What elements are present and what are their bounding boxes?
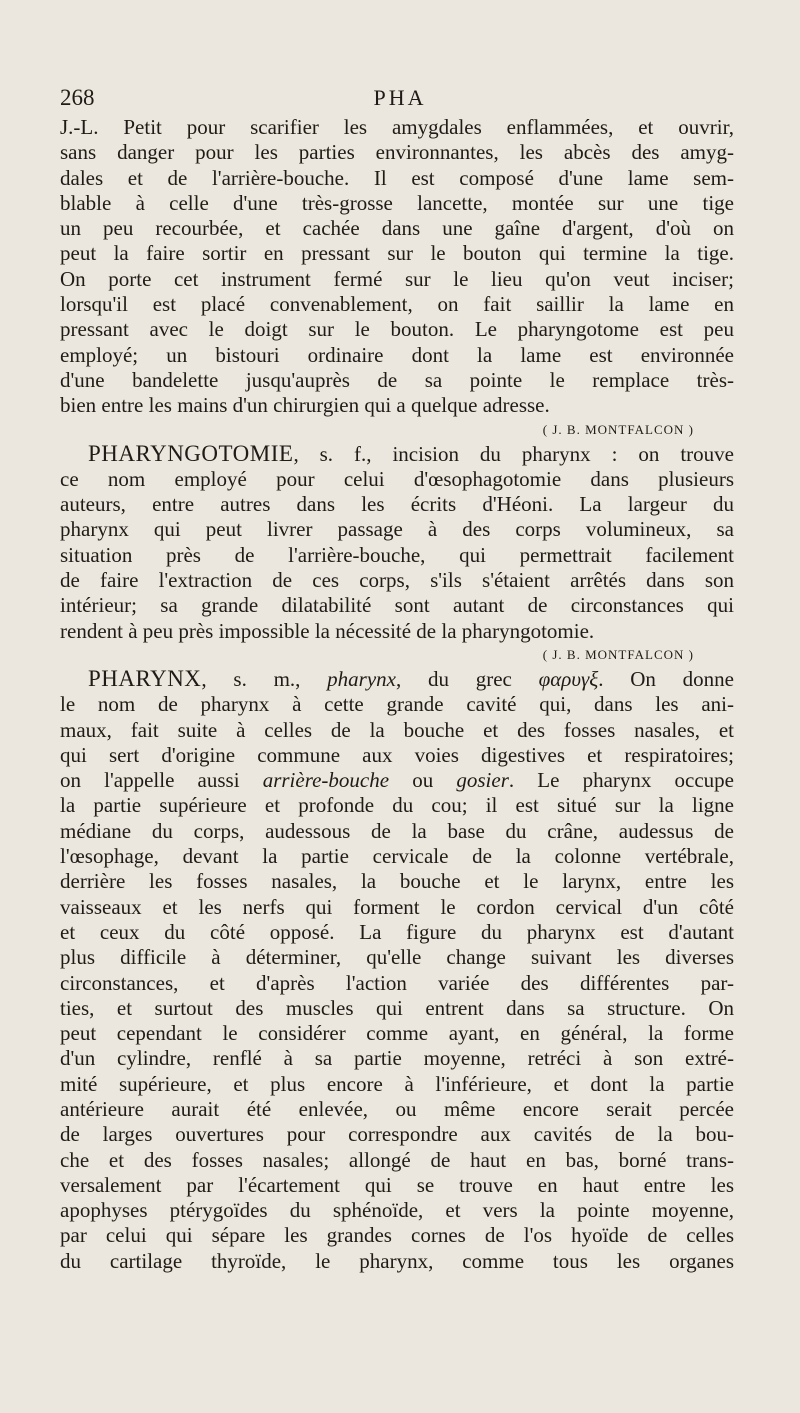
inline-text: . Le pharynx occupe bbox=[508, 768, 734, 793]
inline-text: on l'appelle aussi bbox=[60, 768, 263, 793]
text-line: l'œsophage, devant la partie cervicale de la colonne vertébrale, bbox=[60, 844, 734, 869]
text-line: d'un cylindre, renflé à sa partie moyenne, retréci à son extré- bbox=[60, 1046, 734, 1071]
text-line: de faire l'extraction de ces corps, s'ils s'étaient arrêtés dans son bbox=[60, 568, 734, 593]
page-number: 268 bbox=[60, 85, 95, 110]
text-line: rendent à peu près impossible la nécessité de la pharyngotomie. bbox=[60, 618, 595, 643]
text-line: che et des fosses nasales; allongé de haut en bas, borné trans- bbox=[60, 1147, 734, 1172]
text-line: antérieure aurait été enlevée, ou même encore serait percée bbox=[60, 1096, 734, 1121]
text-line: d'une bandelette jusqu'auprès de sa pointe le remplace très- bbox=[60, 367, 734, 392]
entry-headword: PHARYNGOTOMIE bbox=[88, 440, 294, 466]
italic-term: arrière-bouche bbox=[262, 768, 390, 793]
text-line: bien entre les mains d'un chirurgien qui a quelque adresse. bbox=[60, 393, 550, 418]
italic-term: gosier bbox=[456, 768, 509, 793]
text-line: versalement par l'écartement qui se trouve en haut entre les bbox=[60, 1172, 734, 1197]
text-line: On porte cet instrument fermé sur le lieu qu'on veut inciser; bbox=[60, 266, 734, 291]
text-line: médiane du corps, audessous de la base du crâne, audessus de bbox=[60, 818, 734, 843]
entry-first-line-text: , s. f., incision du pharynx : on trouve bbox=[293, 441, 734, 466]
text-line: blable à celle d'une très-grosse lancette, montée sur une tige bbox=[60, 190, 734, 215]
text-line: ties, et surtout des muscles qui entrent dans sa structure. On bbox=[60, 995, 734, 1020]
entry-pharyngotomie bbox=[60, 441, 734, 666]
author-signature: ( J. B. MONTFALCON ) bbox=[542, 421, 694, 437]
entry-continuation bbox=[60, 115, 734, 441]
text-line: ce nom employé pour celui d'œsophagotomie dans plusieurs bbox=[60, 466, 734, 491]
inline-text: . On donne bbox=[598, 666, 734, 691]
text-line: circonstances, et d'après l'action variée des différentes par- bbox=[60, 970, 734, 995]
text-line: derrière les fosses nasales, la bouche et le larynx, entre les bbox=[60, 869, 734, 894]
text-line: vaisseaux et les nerfs qui forment le cordon cervical d'un côté bbox=[60, 894, 734, 919]
text-line: pharynx qui peut livrer passage à des corps volumineux, sa bbox=[60, 517, 734, 542]
text-line: mité supérieure, et plus encore à l'inférieure, et dont la partie bbox=[60, 1071, 734, 1096]
text-line: sans danger pour les parties environnantes, les abcès des amyg- bbox=[60, 140, 734, 165]
text-line: par celui qui sépare les grandes cornes de l'os hyoïde de celles bbox=[60, 1223, 734, 1248]
entry-first-line bbox=[60, 666, 734, 692]
inline-text: , du grec bbox=[396, 666, 539, 691]
author-signature: ( J. B. MONTFALCON ) bbox=[542, 646, 694, 662]
text-line: le nom de pharynx à cette grande cavité qui, dans les ani- bbox=[60, 692, 734, 717]
text-line: la partie supérieure et profonde du cou; il est situé sur la ligne bbox=[60, 793, 734, 818]
page-header bbox=[60, 85, 740, 113]
greek-term: φαρυγξ bbox=[538, 666, 599, 691]
running-head: PHA bbox=[373, 85, 427, 110]
inline-text: ou bbox=[389, 768, 457, 793]
text-line: intérieur; sa grande dilatabilité sont autant de circonstances qui bbox=[60, 593, 734, 618]
text-line: plus difficile à déterminer, qu'elle change suivant les diverses bbox=[60, 945, 734, 970]
text-line: pressant avec le doigt sur le bouton. Le pharyngotome est peu bbox=[60, 317, 734, 342]
text-line: lorsqu'il est placé convenablement, on fait saillir la lame en bbox=[60, 292, 734, 317]
text-line: dales et de l'arrière-bouche. Il est composé d'une lame sem- bbox=[60, 165, 734, 190]
entry-headword: PHARYNX bbox=[88, 665, 202, 691]
text-line: employé; un bistouri ordinaire dont la lame est environnée bbox=[60, 342, 734, 367]
text-line: J.-L. Petit pour scarifier les amygdales enflammées, et ouvrir, bbox=[60, 115, 734, 139]
text-line: maux, fait suite à celles de la bouche et des fosses nasales, et bbox=[60, 717, 734, 742]
inline-text: , s. m., bbox=[201, 666, 328, 691]
text-line: situation près de l'arrière-bouche, qui permettrait facilement bbox=[60, 542, 734, 567]
text-line: peut cependant le considérer comme ayant, en général, la forme bbox=[60, 1021, 734, 1046]
text-line: un peu recourbée, et cachée dans une gaîne d'argent, d'où on bbox=[60, 216, 734, 241]
text-line: et ceux du côté opposé. La figure du pharynx est d'autant bbox=[60, 919, 734, 944]
text-line: auteurs, entre autres dans les écrits d'Héoni. La largeur du bbox=[60, 492, 734, 517]
text-line: apophyses ptérygoïdes du sphénoïde, et vers la pointe moyenne, bbox=[60, 1198, 734, 1223]
text-line bbox=[60, 768, 734, 793]
entry-pharynx bbox=[60, 666, 734, 1274]
body-text bbox=[60, 115, 734, 1274]
latin-term: pharynx bbox=[327, 666, 396, 691]
text-line: qui sert d'origine commune aux voies digestives et respiratoires; bbox=[60, 742, 734, 767]
text-line: de larges ouvertures pour correspondre aux cavités de la bou- bbox=[60, 1122, 734, 1147]
text-line: du cartilage thyroïde, le pharynx, comme tous les organes bbox=[60, 1248, 734, 1273]
text-line: peut la faire sortir en pressant sur le bouton qui termine la tige. bbox=[60, 241, 734, 266]
entry-first-line bbox=[60, 441, 734, 467]
